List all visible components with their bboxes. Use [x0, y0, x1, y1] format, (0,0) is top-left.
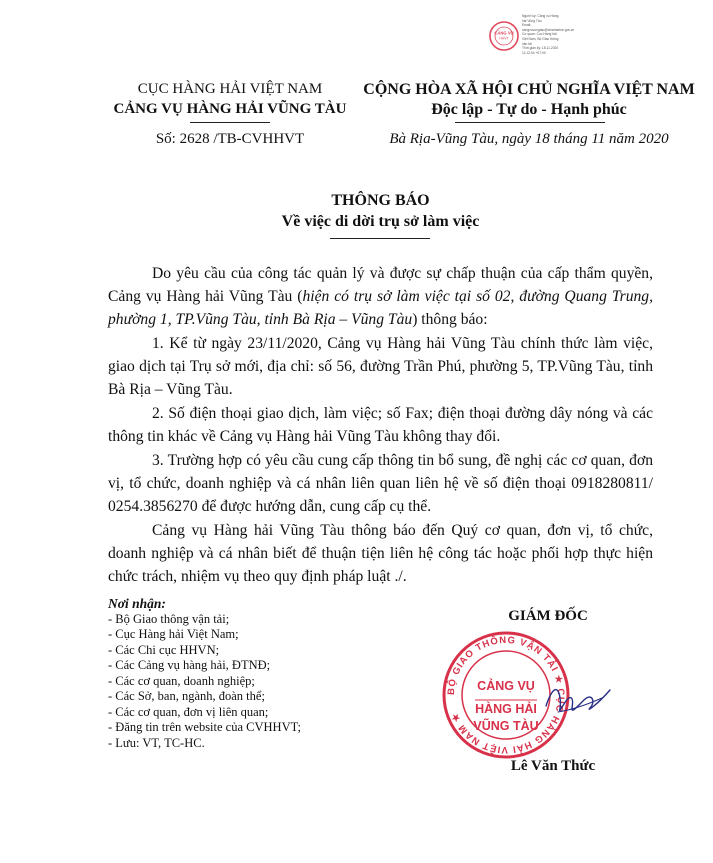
motto-underline: [455, 122, 605, 123]
list-item: - Các cơ quan, doanh nghiệp;: [108, 673, 255, 688]
stamp-line-3: VŨNG TÀU: [473, 719, 539, 733]
place-date: Bà Rịa-Vũng Tàu, ngày 18 tháng 11 năm 2020: [389, 131, 669, 147]
motto: Độc lập - Tự do - Hạnh phúc: [431, 101, 627, 118]
list-item: - Các Cảng vụ hàng hải, ĐTNĐ;: [108, 658, 271, 672]
paragraph-item-3: 3. Trường hợp có yêu cầu cung cấp thông tin bổ sung, đề nghị các cơ quan, đơn vị, tổ chức, doanh nghiệp và cá nhân liên quan liên hệ về số điện thoại 0918280811/ 0254.3856270 để được hướng dẫn, cung cấp cụ thể.: [108, 452, 653, 515]
list-item: - Lưu: VT, TC-HC.: [108, 735, 205, 750]
paragraph-item-1: 1. Kể từ ngày 23/11/2020, Cảng vụ Hàng hải Vũng Tàu chính thức làm việc, giao dịch tại Trụ sở mới, địa chỉ: số 56, đường Trần Phú, phường 5, TP.Vũng Tàu, tỉnh Bà Rịa – Vũng Tàu.: [108, 335, 653, 398]
list-item: - Đăng tin trên website của CVHHVT;: [108, 720, 302, 734]
doc-number: Số: 2628 /TB-CVHHVT: [155, 131, 305, 147]
stamp-line-2: HÀNG HẢI: [475, 702, 537, 716]
list-item: - Bộ Giao thông vận tải;: [108, 611, 230, 626]
agency-name: CẢNG VỤ HÀNG HẢI VŨNG TÀU: [113, 101, 347, 117]
title-underline: [330, 238, 430, 239]
current-address: hiện có trụ sở làm việc tại số 02, đường Quang Trung, phường 1, TP.Vũng Tàu, tỉnh Bà Rịa – Vũng Tàu: [108, 288, 653, 328]
digital-signature-info: Người ký: Cảng vụ Hàng hải Vũng Tàu Email: cangvuvungtau@vinamarine.gov.vn Cơ quan: Cục Hàng hải Việt Nam, Bộ Giao thông vận tải Thời gian ký: 18.11.2020 11:12:04 +07:00: [522, 14, 575, 55]
signer-position: GIÁM ĐỐC: [508, 608, 588, 624]
paragraph-closing: Cảng vụ Hàng hải Vũng Tàu thông báo đến Quý cơ quan, đơn vị, tổ chức, doanh nghiệp và cá nhân biết để thuận tiện liên hệ công tác hoặc phối hợp thực hiện chức trách, nhiệm vụ theo quy định pháp luật ./.: [108, 522, 653, 585]
stamp-line-1: CẢNG VỤ: [477, 679, 535, 693]
list-item: - Cục Hàng hải Việt Nam;: [108, 627, 239, 641]
stamp-ring-text: BỘ GIAO THÔNG VẬN TẢI ★ CỤC HÀNG HẢI VIỆT NAM ★: [445, 634, 567, 756]
handwritten-signature: [540, 676, 620, 726]
paragraph-item-2: 2. Số điện thoại giao dịch, làm việc; số Fax; điện thoại đường dây nóng và các thông tin khác về Cảng vụ Hàng hải Vũng Tàu không thay đổi.: [108, 405, 653, 445]
recipients-title: Nơi nhận:: [108, 596, 166, 611]
digital-signature-box: [488, 14, 575, 66]
list-item: - Các Sở, ban, ngành, đoàn thể;: [108, 689, 265, 703]
digital-seal-icon: [488, 20, 520, 52]
svg-text:CẢNG VỤ: CẢNG VỤ: [494, 30, 514, 36]
doc-title: THÔNG BÁO: [331, 192, 430, 209]
agency-parent: CỤC HÀNG HẢI VIỆT NAM: [137, 81, 323, 97]
svg-text:HHVT: HHVT: [499, 36, 509, 41]
country-name: CỘNG HÒA XÃ HỘI CHỦ NGHĨA VIỆT NAM: [363, 81, 695, 98]
agency-underline: [190, 122, 270, 123]
list-item: - Các cơ quan, đơn vị liên quan;: [108, 704, 269, 719]
list-item: - Các Chi cục HHVN;: [108, 642, 220, 657]
recipients-list: [108, 596, 428, 751]
doc-subtitle: Về việc di dời trụ sở làm việc: [281, 213, 480, 230]
signer-name: Lê Văn Thức: [510, 758, 596, 774]
paragraph-intro: Do yêu cầu của công tác quản lý và được sự chấp thuận của cấp thẩm quyền, Cảng vụ Hàng hải Vũng Tàu (hiện có trụ sở làm việc tại số 02, đường Quang Trung, phường 1, TP.Vũng Tàu, tỉnh Bà Rịa – Vũng Tàu) thông báo:: [108, 265, 653, 328]
